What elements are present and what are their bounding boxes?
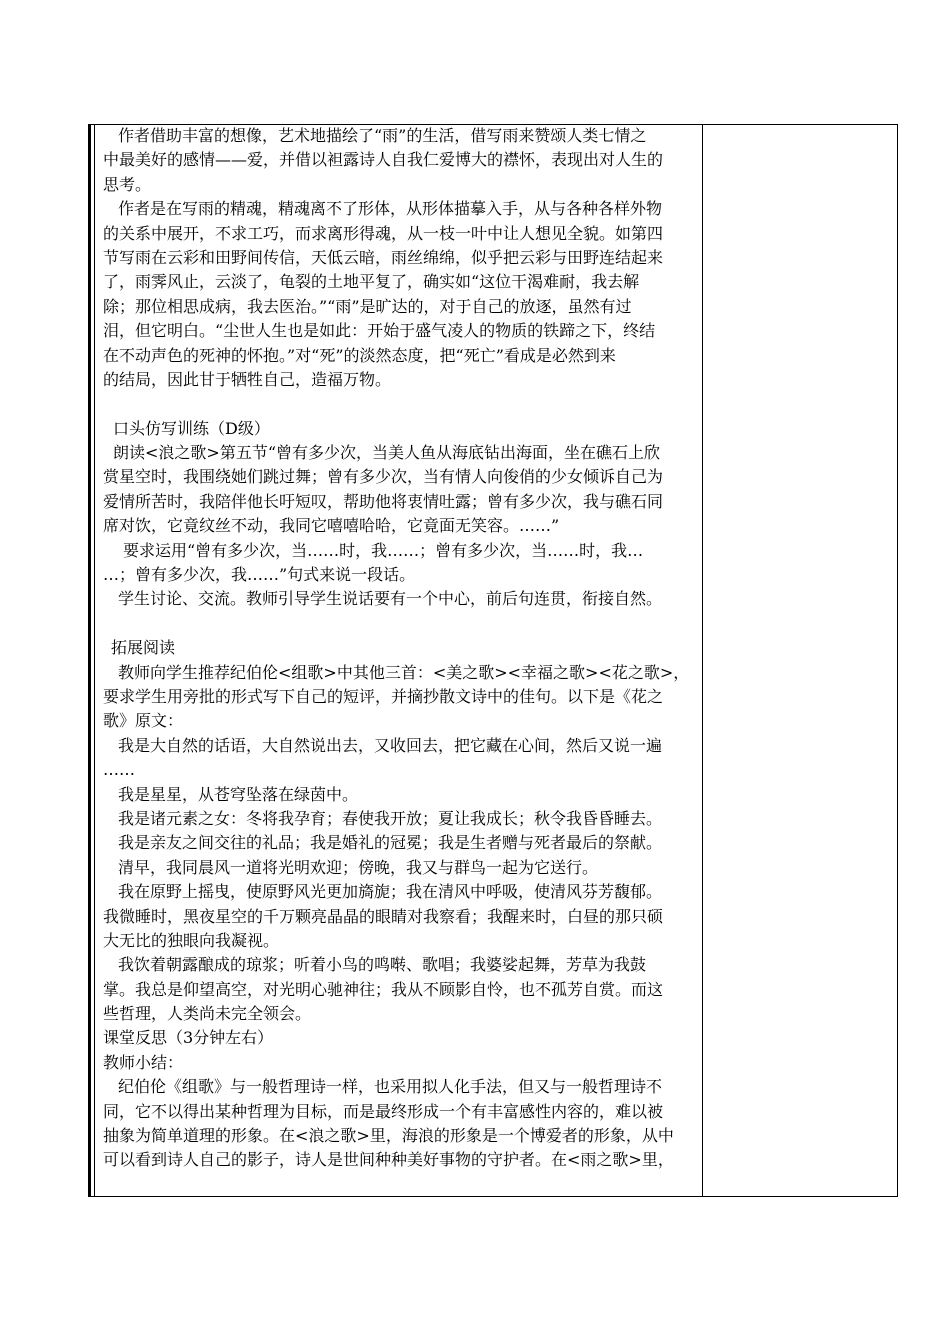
text-line: 要求学生用旁批的形式写下自己的短评，并摘抄散文诗中的佳句。以下是《花之 <box>103 686 664 706</box>
text-line: 席对饮，它竟纹丝不动，我同它嘻嘻哈哈，它竟面无笑容。……” <box>103 516 560 536</box>
table-border-bottom <box>88 1196 898 1197</box>
text-line: 除；那位相思成病，我去医治。”“雨”是旷达的，对于自己的放逐，虽然有过 <box>103 296 632 316</box>
poem-line: 我是诸元素之女：冬将我孕育；春使我开放；夏让我成长；秋令我昏昏睡去。 <box>118 808 663 828</box>
text-line: 的结局，因此甘于牺牲自己，造福万物。 <box>103 369 392 389</box>
text-line: 赏星空时，我围绕她们跳过舞；曾有多少次，当有情人向俊俏的少女倾诉自己为 <box>103 467 664 487</box>
section-heading: 口头仿写训练（D级） <box>113 418 270 438</box>
text-line: …；曾有多少次，我……”句式来说一段话。 <box>103 565 416 585</box>
poem-line: 我是亲友之间交往的礼品；我是婚礼的冠冕；我是生者赠与死者最后的祭献。 <box>118 833 663 853</box>
main-content-cell <box>103 124 699 1173</box>
poem-line: 清早，我同晨风一道将光明欢迎；傍晚，我又与群鸟一起为它送行。 <box>118 857 599 877</box>
text-line: 歌》原文： <box>103 711 184 731</box>
section-heading: 课堂反思（3分钟左右） <box>103 1028 274 1048</box>
text-line: 思考。 <box>103 174 152 194</box>
poem-line: 我是大自然的话语，大自然说出去，又收回去，把它藏在心间，然后又说一遍 <box>118 735 663 755</box>
spacer <box>103 612 699 636</box>
poem-line: …… <box>103 760 135 780</box>
text-line: 泪，但它明白。“尘世人生也是如此：开始于盛气凌人的物质的铁蹄之下，终结 <box>103 321 656 341</box>
spacer <box>103 392 699 416</box>
poem-line: 掌。我总是仰望高空，对光明心驰神往；我从不顾影自怜，也不孤芳自赏。而这 <box>103 979 664 999</box>
poem-line: 我在原野上摇曳，使原野风光更加旖旎；我在清风中呼吸，使清风芬芳馥郁。 <box>118 882 663 902</box>
text-line: 教师向学生推荐纪伯伦<组歌>中其他三首：<美之歌><幸福之歌><花之歌>， <box>118 662 690 682</box>
section-heading: 教师小结： <box>103 1052 184 1072</box>
lesson-table <box>88 124 898 1197</box>
text-line: 作者是在写雨的精魂，精魂离不了形体，从形体描摹入手，从与各种各样外物 <box>118 199 663 219</box>
text-line: 作者借助丰富的想像，艺术地描绘了“雨”的生活，借写雨来赞颂人类七情之 <box>118 126 647 145</box>
text-line: 爱情所苦时，我陪伴他长吁短叹，帮助他将衷情吐露；曾有多少次，我与礁石同 <box>103 491 664 511</box>
poem-line: 些哲理，人类尚未完全领会。 <box>103 1004 312 1024</box>
text-line: 纪伯伦《组歌》与一般哲理诗一样，也采用拟人化手法，但又与一般哲理诗不 <box>118 1077 663 1097</box>
text-line: 在不动声色的死神的怀抱。”对“死”的淡然态度，把“死亡”看成是必然到来 <box>103 345 616 365</box>
section-heading: 拓展阅读 <box>111 638 176 658</box>
text-line: 了，雨霁风止，云淡了，龟裂的土地平复了，确实如“这位干渴难耐，我去解 <box>103 272 640 292</box>
text-line: 中最美好的感情——爱，并借以袒露诗人自我仁爱博大的襟怀，表现出对人生的 <box>103 150 664 170</box>
notes-cell <box>703 125 897 1196</box>
text-line: 可以看到诗人自己的影子，诗人是世间种种美好事物的守护者。在<雨之歌>里， <box>103 1150 674 1170</box>
table-border-left-thick <box>88 124 91 1197</box>
poem-line: 我是星星，从苍穹坠落在绿茵中。 <box>118 784 359 804</box>
table-border-right <box>897 124 898 1197</box>
text-line: 同，它不以得出某种哲理为目标，而是最终形成一个有丰富感性内容的，难以被 <box>103 1101 664 1121</box>
table-border-left-thin <box>94 124 95 1197</box>
text-line: 节写雨在云彩和田野间传信，天低云暗，雨丝绵绵，似乎把云彩与田野连结起来 <box>103 247 664 267</box>
poem-line: 大无比的独眼向我凝视。 <box>103 930 280 950</box>
poem-line: 我微睡时，黑夜星空的千万颗亮晶晶的眼睛对我察看；我醒来时，白昼的那只硕 <box>103 906 664 926</box>
text-line: 的关系中展开，不求工巧，而求离形得魂，从一枝一叶中让人想见全貌。如第四 <box>103 223 664 243</box>
text-line: 抽象为简单道理的形象。在<浪之歌>里，海浪的形象是一个博爱者的形象，从中 <box>103 1126 674 1146</box>
poem-line: 我饮着朝露酿成的琼浆；听着小鸟的鸣啭、歌唱；我婆娑起舞，芳草为我鼓 <box>118 955 647 975</box>
text-line: 要求运用“曾有多少次，当……时，我……；曾有多少次，当……时，我… <box>123 540 644 560</box>
text-line: 学生讨论、交流。教师引导学生说话要有一个中心，前后句连贯，衔接自然。 <box>118 589 663 609</box>
text-line: 朗读<浪之歌>第五节“曾有多少次，当美人鱼从海底钻出海面，坐在礁石上欣 <box>113 443 660 463</box>
